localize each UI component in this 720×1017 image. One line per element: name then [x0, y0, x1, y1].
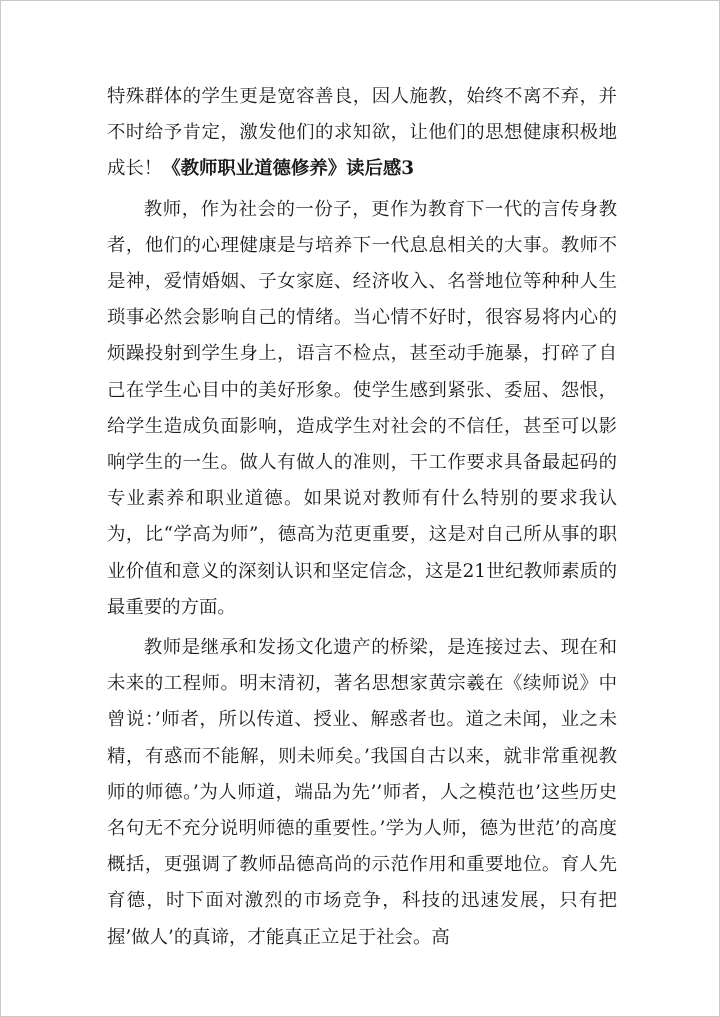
document-body — [107, 79, 617, 960]
paragraph-teacher-mental-health: 教师，作为社会的一份子，更作为教育下一代的言传身教者，他们的心理健康是与培养下一代息息相关的大事。教师不是神，爱情婚姻、子女家庭、经济收入、名誉地位等种种人生琐事必然会影响自己的情绪。当心情不好时，很容易将内心的烦躁投射到学生身上，语言不检点，甚至动手施暴，打碎了自己在学生心目中的美好形象。使学生感到紧张、委屈、怨恨，给学生造成负面影响，造成学生对社会的不信任，甚至可以影响学生的一生。做人有做人的准则，干工作要求具备最起码的专业素养和职业道德。如果说对教师有什么特别的要求我认为，比“学高为师”，德高为范更重要，这是对自己所从事的职业价值和意义的深刻认识和坚定信念，这是21世纪教师素质的最重要的方面。 — [107, 198, 617, 618]
paragraph-intro-text: 特殊群体的学生更是宽容善良，因人施教，始终不离不弃，并不时给予肯定，激发他们的求知欲，让他们的思想健康积极地成长！ — [107, 86, 617, 180]
paragraph-teacher-ethics: 教师是继承和发扬文化遗产的桥梁，是连接过去、现在和未来的工程师。明末清初，著名思想家黄宗羲在《续师说》中曾说：’师者，所以传道、授业、解惑者也。道之未闻，业之未精，有惑而不能解，则未师矣。’我国自古以来，就非常重视教师的师德。’为人师道，端品为先’’师者，人之模范也’这些历史名句无不充分说明师德的重要性。’学为人师，德为世范’的高度概括，更强调了教师品德高尚的示范作用和重要地位。育人先育德，时下面对激烈的市场竞争，科技的迅速发展，只有把握’做人’的真谛，才能真正立足于社会。高 — [107, 637, 617, 948]
section-heading: 《教师职业道德修养》读后感3 — [162, 158, 415, 180]
paragraph-intro — [107, 79, 617, 188]
